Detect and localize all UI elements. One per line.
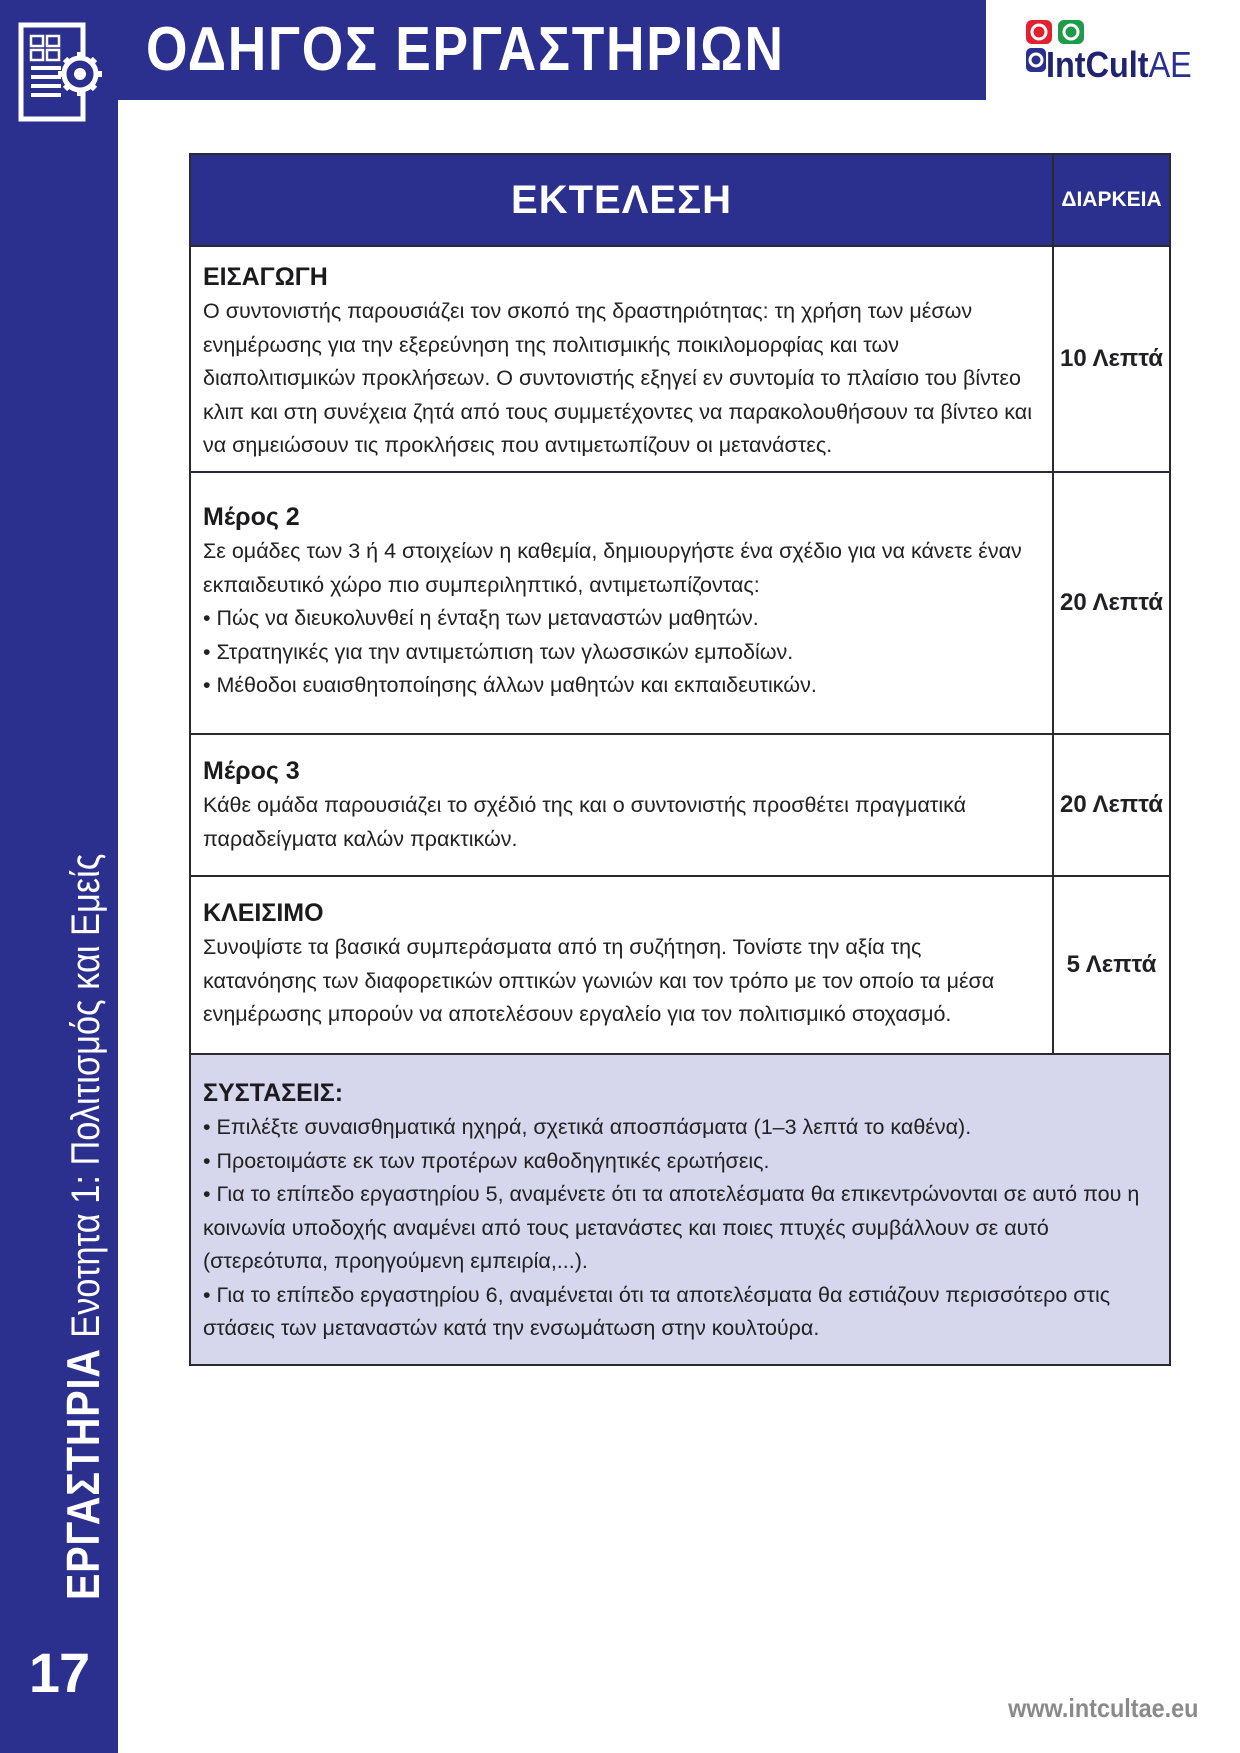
row-text: Συνοψίστε τα βασικά συμπεράσματα από τη συζήτηση. Τονίστε την αξία της κατανόησης των διαφορετικών οπτικών γωνιών και τον τρόπο με τον οποίο τα μέσα ενημέρωσης μπορούν να αποτελέσουν εργαλείο για τον πολιτισμικό στοχασμό. [203, 935, 995, 1026]
header-duration: ΔΙΑΡΚΕΙΑ [1061, 188, 1162, 211]
logo-text-bold: IntCult [1046, 44, 1149, 85]
execution-table [189, 153, 1171, 1366]
row-title: ΕΙΣΑΓΩΓΗ [203, 263, 328, 291]
row-duration: 5 Λεπτά [1066, 951, 1157, 978]
header-execution: ΕΚΤΕΛΕΣΗ [191, 155, 1054, 245]
row-text: Σε ομάδες των 3 ή 4 στοιχείων η καθεμία, δημιουργήστε ένα σχέδιο για να κάνετε έναν εκπαιδευτικό χώρο πιο συμπεριληπτικό, αντιμετωπίζοντας: [203, 539, 1022, 597]
recommendations-box [191, 1055, 1169, 1364]
row-text: Ο συντονιστής παρουσιάζει τον σκοπό της δραστηριότητας: τη χρήση των μέσων ενημέρωσης για την εξερεύνηση της πολιτισμικής ποικιλομορφίας και των διαπολιτισμικών προκλήσεων. Ο συντονιστής εξηγεί εν συντομία το πλαίσιο του βίντεο κλιπ και στη συνέχεια ζητά από τους συμμετέχοντες να παρακολουθήσουν τα βίντεο και να σημειώσουν τις προκλήσεις που αντιμετωπίζουν οι μετανάστες. [203, 299, 1032, 457]
recommendation-item: • Προετοιμάστε εκ των προτέρων καθοδηγητικές ερωτήσεις. [203, 1148, 770, 1173]
table-row [191, 247, 1169, 473]
bullet-item: • Μέθοδοι ευαισθητοποίησης άλλων μαθητών και εκπαιδευτικών. [203, 673, 817, 697]
table-row [191, 877, 1169, 1055]
row-content [191, 877, 1054, 1053]
row-text: Κάθε ομάδα παρουσιάζει το σχέδιό της και ο συντονιστής προσθέτει πραγματικά παραδείγματα καλών πρακτικών. [203, 793, 967, 851]
table-row [191, 473, 1169, 735]
logo-text-thin: AE [1148, 44, 1192, 85]
footer-website-link[interactable]: www.intcultae.eu [1007, 1693, 1198, 1723]
recommendation-item: • Για το επίπεδο εργαστηρίου 5, αναμένετε ότι τα αποτελέσματα θα επικεντρώνονται σε αυτό που η κοινωνία υποδοχής αναμένει από τους μετανάστες και ποιες πτυχές συμβάλλουν σε αυτό (στερεότυπα, προηγούμενη εμπειρία,...). [203, 1182, 1140, 1273]
bullet-item: • Στρατηγικές για την αντιμετώπιση των γλωσσικών εμποδίων. [203, 639, 794, 664]
row-title: ΚΛΕΙΣΙΜΟ [203, 899, 324, 927]
sidebar-vertical-title [57, 853, 109, 1600]
bullet-item: • Πώς να διευκολυνθεί η ένταξη των μεταναστών μαθητών. [203, 606, 759, 630]
logo-text [1046, 44, 1192, 86]
row-duration: 20 Λεπτά [1059, 589, 1164, 616]
recommendations-title: ΣΥΣΤΑΣΕΙΣ: [203, 1079, 344, 1107]
sidebar-title-regular: Ενοτητα 1: Πολιτισμός και Εμείς [64, 853, 108, 1338]
recommendation-item: • Επιλέξτε συναισθηματικά ηχηρά, σχετικά αποσπάσματα (1–3 λεπτά το καθένα). [203, 1115, 972, 1139]
table-row [191, 735, 1169, 877]
page-title: ΟΔΗΓΟΣ ΕΡΓΑΣΤΗΡΙΩΝ [146, 15, 785, 84]
row-content [191, 247, 1054, 471]
row-title: Μέρος 3 [203, 757, 300, 785]
row-duration: 10 Λεπτά [1059, 345, 1164, 372]
table-header [191, 155, 1169, 247]
row-content [191, 473, 1054, 733]
row-title: Μέρος 2 [203, 503, 300, 531]
page-number: 17 [28, 1641, 90, 1704]
sidebar [0, 0, 118, 1753]
sidebar-title-bold: ΕΡΓΑΣΤΗΡΙΑ [57, 1348, 109, 1600]
recommendation-item: • Για το επίπεδο εργαστηρίου 6, αναμένεται ότι τα αποτελέσματα θα εστιάζουν περισσότερο στις στάσεις των μεταναστών κατά την ενσωμάτωση στην κουλτούρα. [203, 1282, 1111, 1340]
document-gear-icon [18, 22, 102, 130]
row-duration: 20 Λεπτά [1059, 791, 1164, 818]
row-content [191, 735, 1054, 875]
